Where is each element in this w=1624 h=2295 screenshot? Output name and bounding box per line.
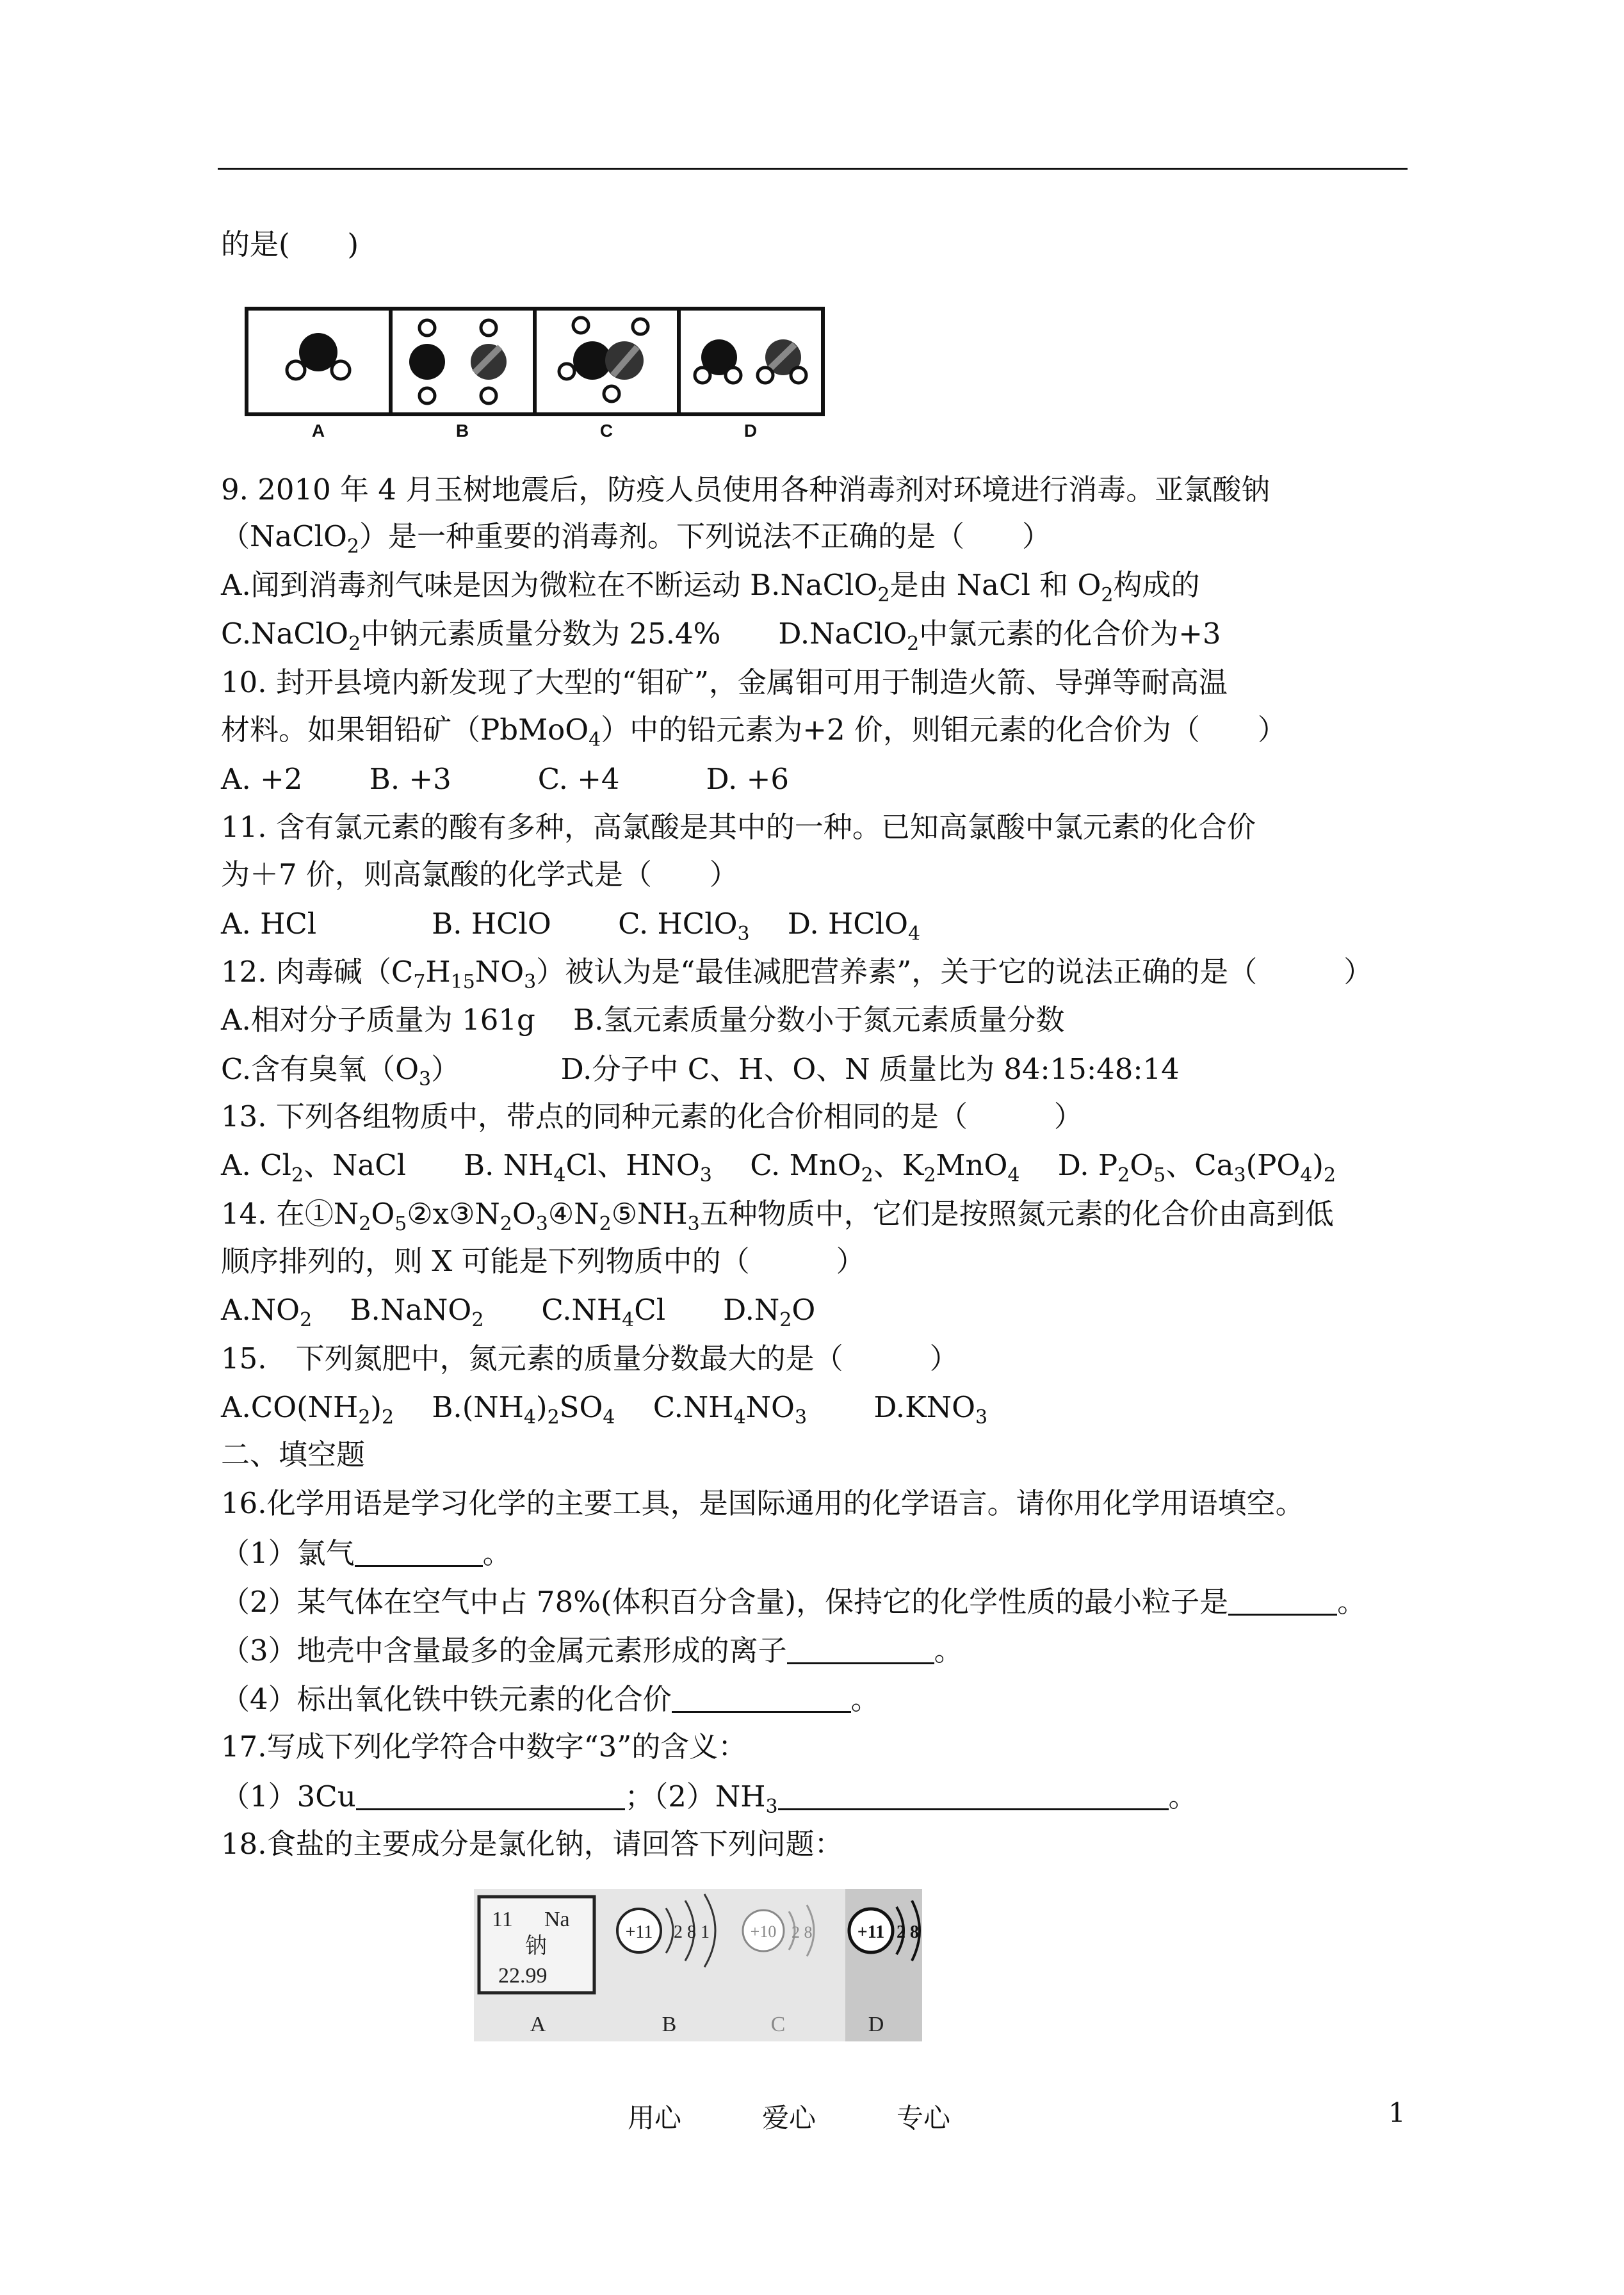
q16-part-3: （3）地壳中含量最多的金属元素形成的离子 。	[221, 1630, 963, 1670]
q16-part-4: （4）标出氧化铁中铁元素的化合价 。	[221, 1679, 880, 1719]
answer-blank[interactable]	[778, 1776, 1169, 1810]
svg-text:+10: +10	[750, 1922, 777, 1941]
fig2-label-b: B	[662, 2013, 677, 2036]
footer-motto: 用心 爱心 专心	[628, 2102, 951, 2134]
q12-stem: 12. 肉毒碱$(C_7H_{15}NO_3)$被认为是“最佳减肥营养素”，关于它的说法正确的是（ ）	[221, 955, 1373, 993]
fig1-label-c: C	[599, 421, 613, 441]
fig2-label-c: C	[770, 2013, 786, 2036]
q17-parts: （1）3Cu ；$(2)NH_3$ 。	[221, 1776, 1198, 1816]
fig1-label-a: A	[311, 421, 325, 441]
answer-blank[interactable]	[787, 1630, 934, 1664]
svg-text:2 8: 2 8	[792, 1923, 813, 1942]
q10-stem-2: 材料。如果钼铅矿（PbMoO$_4$）中的铅元素为+2 价，则钼元素的化合价为（ ）	[221, 713, 1287, 751]
model-d	[695, 339, 806, 383]
q12-options-ab: A.相对分子质量为 161g B.氢元素质量分数小于氮元素质量分数	[221, 1003, 1065, 1037]
q15-stem: 15. 下列氮肥中，氮元素的质量分数最大的是（ ）	[221, 1342, 959, 1375]
model-a	[287, 333, 350, 379]
model-b	[409, 320, 507, 403]
fig2-label-a: A	[530, 2013, 546, 2036]
q9-options-cd: C.NaClO$_2$中钠元素质量分数为 25.4% D.NaClO$_2$中氯元素的化合价为+3	[221, 617, 1221, 655]
q16-stem: 16.化学用语是学习化学的主要工具，是国际通用的化学语言。请你用化学用语填空。	[221, 1486, 1304, 1520]
fig1-label-d: D	[743, 421, 758, 441]
page-number: 1	[1388, 2097, 1406, 2129]
svg-text:2 8: 2 8	[897, 1922, 919, 1942]
header-rule	[218, 168, 1408, 170]
q9-stem-1: 9. 2010 年 4 月玉树地震后，防疫人员使用各种消毒剂对环境进行消毒。亚氯酸钠	[221, 473, 1271, 507]
q14-options: $A.NO_2$ B.NaNO$_2$ $C.NH_4Cl$ $D.N_2O$	[221, 1293, 816, 1331]
sodium-structure-figure	[474, 1889, 922, 2041]
svg-text:+11: +11	[857, 1922, 885, 1942]
q10-stem-1: 10. 封开县境内新发现了大型的“钼矿”，金属钼可用于制造火箭、导弹等耐高温	[221, 665, 1228, 699]
model-c	[559, 318, 648, 401]
q14-stem-2: 顺序排列的，则 X 可能是下列物质中的（ ）	[221, 1244, 865, 1278]
q17-stem: 17.写成下列化学符合中数字“3”的含义：	[221, 1730, 747, 1764]
molecule-models-figure	[221, 288, 877, 445]
q9-stem-2: （NaClO$_2$）是一种重要的消毒剂。下列说法不正确的是（ ）	[221, 519, 1052, 558]
q15-options: $A.CO(NH_2)_2$ $B.(NH_4)_2SO_4$ $C.NH_4NO_3$ $D.KNO_3$	[221, 1390, 988, 1429]
svg-text:2 8 1: 2 8 1	[674, 1922, 710, 1942]
q16-part-2: （2）某气体在空气中占 78%(体积百分含量)，保持它的化学性质的最小粒子是 。	[221, 1582, 1366, 1621]
atomic-number: 11	[492, 1908, 513, 1931]
element-name: 钠	[525, 1934, 547, 1958]
answer-blank[interactable]	[355, 1533, 483, 1567]
answer-blank[interactable]	[356, 1776, 625, 1810]
atomic-mass: 22.99	[498, 1964, 548, 1988]
q16-part-1: （1）氯气 。	[221, 1533, 512, 1573]
q9-options-ab: A.闻到消毒剂气味是因为微粒在不断运动 B.NaClO$_2$是由 NaCl 和 $O_2$构成的	[221, 568, 1200, 606]
q8-tail: 的是( )	[221, 227, 359, 261]
q11-stem-1: 11. 含有氯元素的酸有多种，高氯酸是其中的一种。已知高氯酸中氯元素的化合价	[221, 810, 1256, 844]
q12-options-cd: C.含有臭氧$(O_3)$ D.分子中 C、H、O、N 质量比为 84:15:48:14	[221, 1052, 1180, 1091]
q11-options: A. HCl B. HClO C. HClO$_3$ D. HClO$_4$	[221, 907, 921, 945]
box-d	[679, 309, 823, 414]
element-symbol: Na	[544, 1908, 570, 1931]
answer-blank[interactable]	[1228, 1582, 1337, 1616]
q18-stem: 18.食盐的主要成分是氯化钠，请回答下列问题：	[221, 1827, 843, 1861]
fig1-label-b: B	[455, 421, 469, 441]
q14-stem-1: 14. 在$①N_2O_5②x③N_2O_3④N_2⑤NH_3$五种物质中，它们是按照氮元素的化合价由高到低	[221, 1197, 1334, 1235]
fig2-label-d: D	[868, 2013, 884, 2036]
q13-options: A. $Cl_2$、NaCl B. $NH_4Cl$、$HNO_3$ C. MnO$_2$、$K_2MnO_4$ D. $P_2O_5$、$Ca_3(PO_4)_2$	[221, 1148, 1336, 1187]
q11-stem-2: 为＋7 价，则高氯酸的化学式是（ ）	[221, 857, 738, 891]
section-fill-in-heading: 二、填空题	[221, 1438, 366, 1472]
answer-blank[interactable]	[672, 1679, 851, 1713]
q10-options: A. +2 B. +3 C. +4 D. +6	[221, 762, 789, 796]
q13-stem: 13. 下列各组物质中，带点的同种元素的化合价相同的是（ ）	[221, 1099, 1083, 1133]
svg-text:+11: +11	[625, 1922, 653, 1942]
